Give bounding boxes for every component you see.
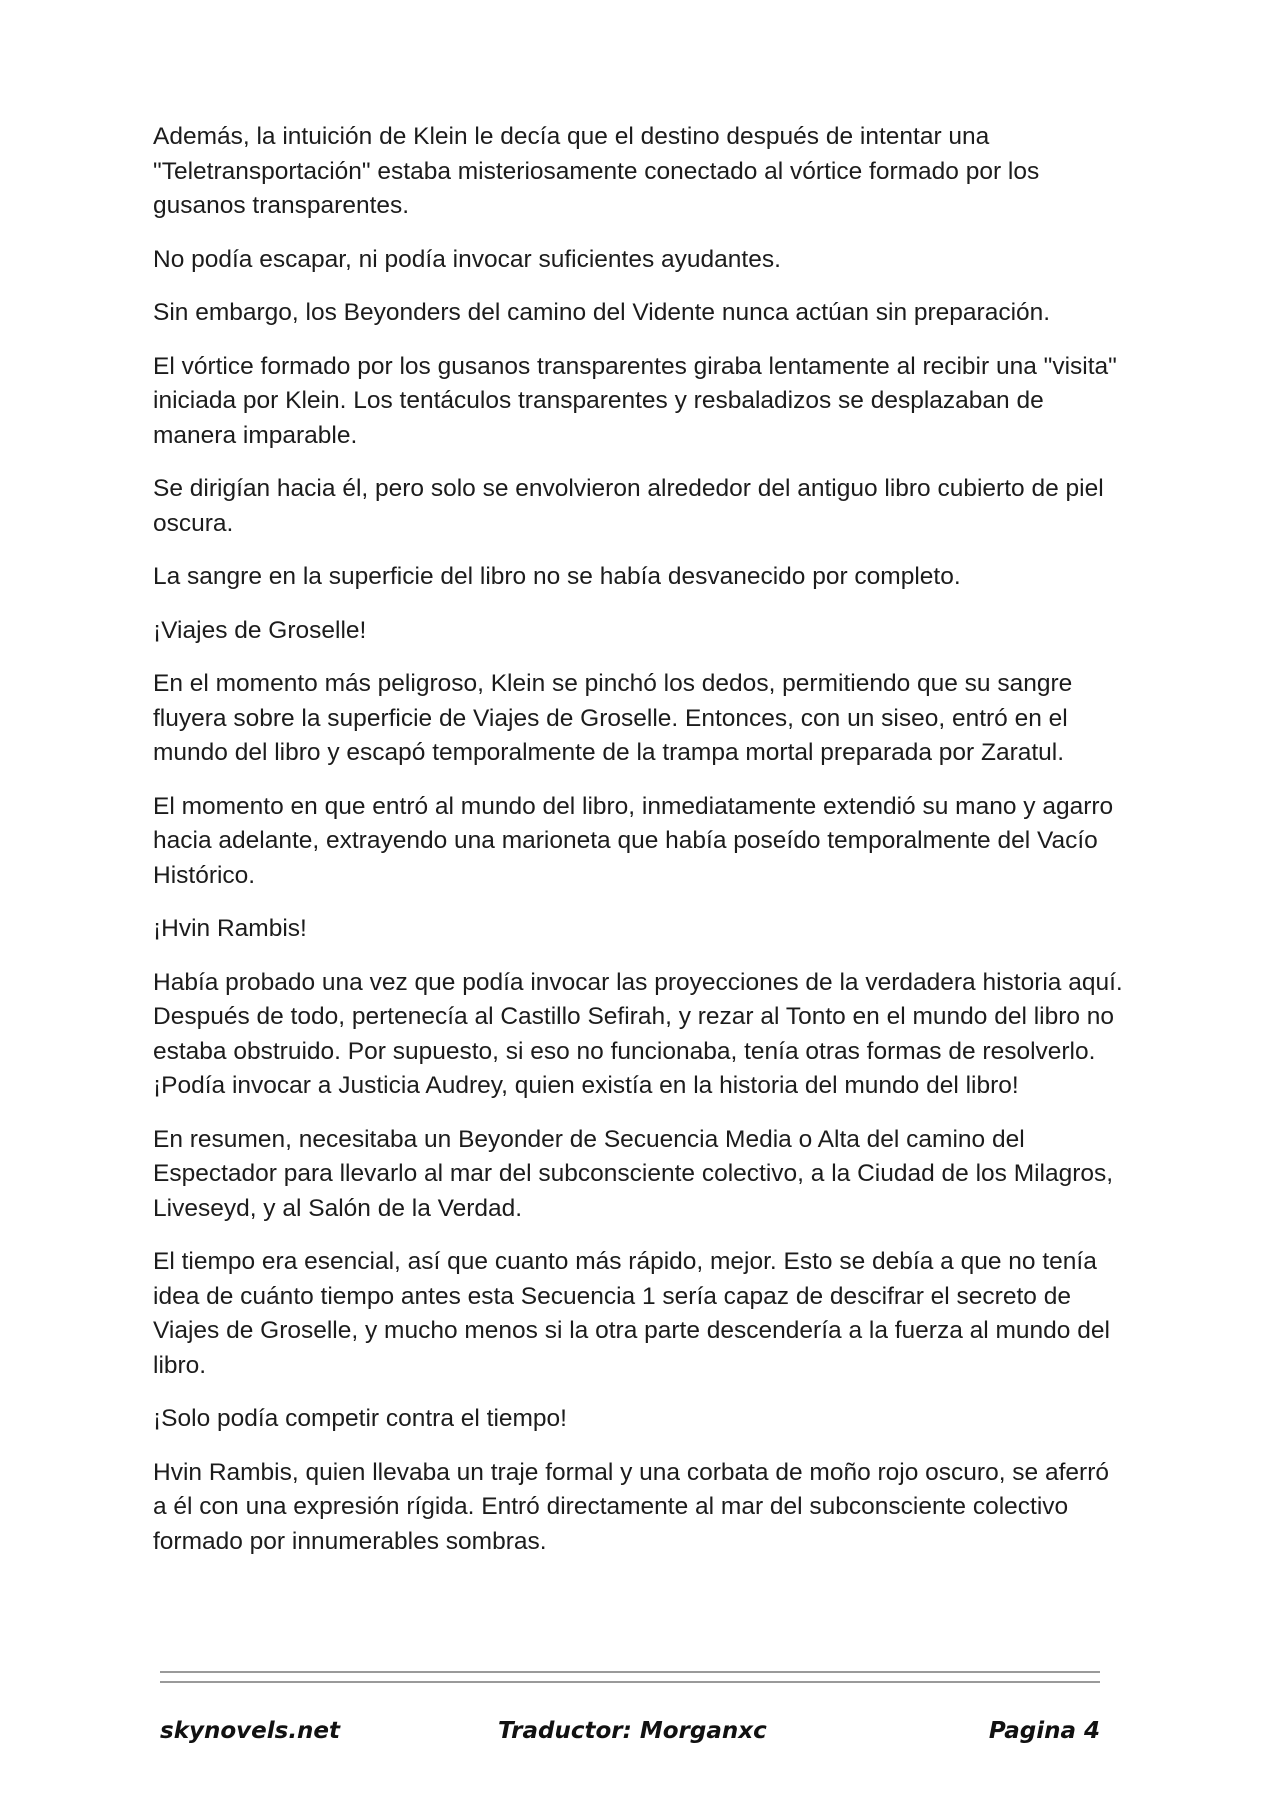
footer-page-number: Pagina 4 xyxy=(988,1718,1100,1744)
body-text xyxy=(153,120,1128,1578)
paragraph: ¡Solo podía competir contra el tiempo! xyxy=(153,1405,567,1432)
paragraph: El vórtice formado por los gusanos transparentes giraba lentamente al recibir una "visita" iniciada por Klein. Los tentáculos transparentes y resbaladizos se desplazaban de manera imparable. xyxy=(153,352,1117,449)
paragraph: Se dirigían hacia él, pero solo se envolvieron alrededor del antiguo libro cubierto de piel oscura. xyxy=(153,475,1104,537)
paragraph: No podía escapar, ni podía invocar suficientes ayudantes. xyxy=(153,245,781,273)
footer-translator: Traductor: Morganxc xyxy=(498,1718,767,1744)
paragraph: En el momento más peligroso, Klein se pinchó los dedos, permitiendo que su sangre fluyera sobre la superficie de Viajes de Groselle. Entonces, con un siseo, entró en el mundo del libro y escapó temporalmente de la trampa mortal preparada por Zaratul. xyxy=(153,670,1073,766)
footer-divider xyxy=(160,1681,1100,1683)
paragraph: Hvin Rambis, quien llevaba un traje formal y una corbata de moño rojo oscuro, se aferró a él con una expresión rígida. Entró directamente al mar del subconsciente colectivo formado por innumerables sombras. xyxy=(153,1458,1109,1555)
paragraph: En resumen, necesitaba un Beyonder de Secuencia Media o Alta del camino del Espectador para llevarlo al mar del subconsciente colectivo, a la Ciudad de los Milagros, Liveseyd, y al Salón de la Verdad. xyxy=(153,1125,1114,1222)
paragraph: La sangre en la superficie del libro no se había desvanecido por completo. xyxy=(153,563,961,590)
paragraph: Además, la intuición de Klein le decía que el destino después de intentar una "Teletransportación" estaba misteriosamente conectado al vórtice formado por los gusanos transparentes. xyxy=(153,123,1040,219)
paragraph: Había probado una vez que podía invocar las proyecciones de la verdadera historia aquí. Después de todo, pertenecía al Castillo Sefirah, y rezar al Tonto en el mundo del libro no estaba obstruido. Por supuesto, si eso no funcionaba, tenía otras formas de resolverlo. ¡Podía invocar a Justicia Audrey, quien existía en la historia del mundo del libro! xyxy=(153,968,1123,1099)
footer-site: skynovels.net xyxy=(160,1718,341,1744)
paragraph: Sin embargo, los Beyonders del camino del Vidente nunca actúan sin preparación. xyxy=(153,299,1051,326)
footer-divider xyxy=(160,1671,1100,1673)
paragraph: ¡Hvin Rambis! xyxy=(153,915,307,942)
paragraph: ¡Viajes de Groselle! xyxy=(153,616,367,644)
paragraph: El momento en que entró al mundo del libro, inmediatamente extendió su mano y agarro hacia adelante, extrayendo una marioneta que había poseído temporalmente del Vacío Histórico. xyxy=(153,792,1114,889)
paragraph: El tiempo era esencial, así que cuanto más rápido, mejor. Esto se debía a que no tenía idea de cuánto tiempo antes esta Secuencia 1 sería capaz de descifrar el secreto de Viajes de Groselle, y mucho menos si la otra parte descendería a la fuerza al mundo del libro. xyxy=(153,1248,1110,1379)
